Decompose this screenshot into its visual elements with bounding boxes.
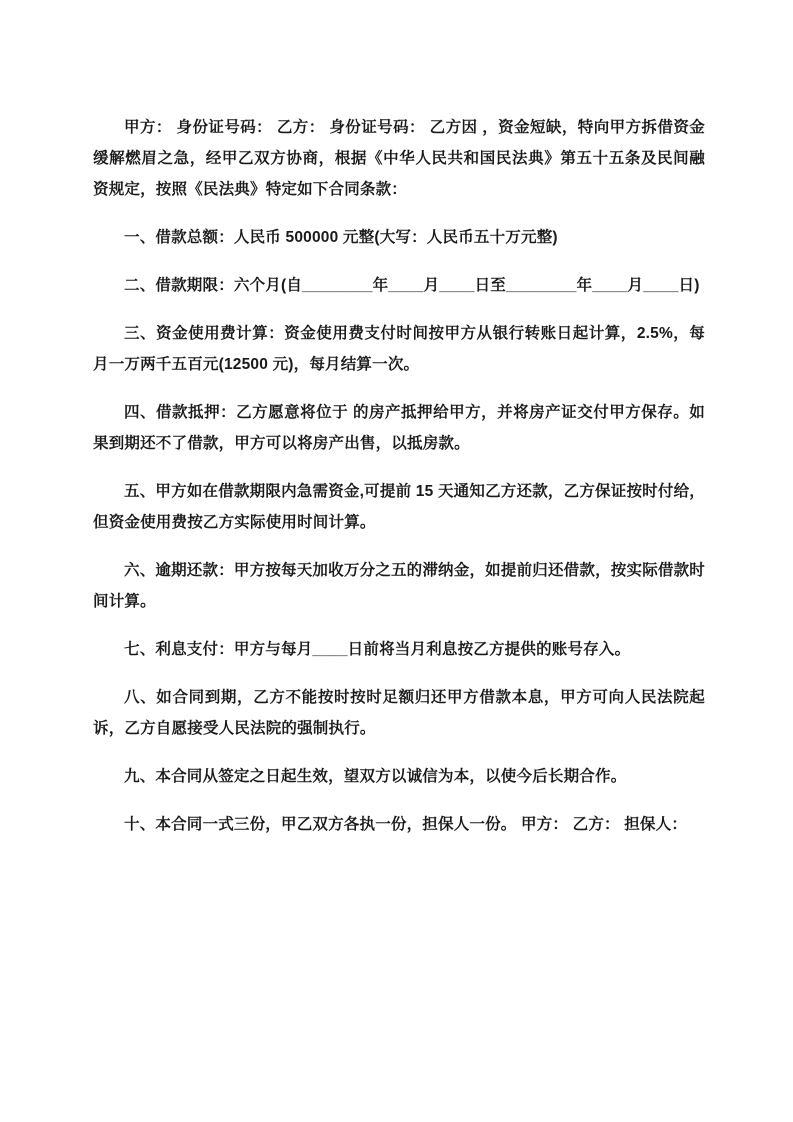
paragraph-clause-9-effect: 九、本合同从签定之日起生效，望双方以诚信为本，以使今后长期合作。 bbox=[124, 768, 627, 785]
paragraph-clause-1-amount: 一、借款总额：人民币 500000 元整(大写：人民币五十万元整) bbox=[124, 229, 558, 246]
paragraph-clause-8-default: 八、如合同到期，乙方不能按时按时足额归还甲方借款本息，甲方可向人民法院起诉，乙方自愿接受人民法院的强制执行。 bbox=[93, 689, 705, 737]
paragraph-clause-10-copies: 十、本合同一式三份，甲乙双方各执一份，担保人一份。 甲方： 乙方： 担保人： bbox=[124, 816, 688, 833]
paragraph-clause-6-overdue: 六、逾期还款：甲方按每天加收万分之五的滞纳金，如提前归还借款，按实际借款时间计算。 bbox=[93, 562, 705, 610]
document-body bbox=[93, 112, 705, 857]
paragraph-clause-4-mortgage: 四、借款抵押：乙方愿意将位于 的房产抵押给甲方，并将房产证交付甲方保存。如果到期还不了借款，甲方可以将房产出售，以抵房款。 bbox=[93, 404, 705, 452]
paragraph-clause-3-fee: 三、资金使用费计算：资金使用费支付时间按甲方从银行转账日起计算，2.5%，每月一万两千五百元(12500 元)，每月结算一次。 bbox=[93, 325, 705, 373]
paragraph-clause-5-early-repay: 五、甲方如在借款期限内急需资金,可提前 15 天通知乙方还款，乙方保证按时付给，但资金使用费按乙方实际使用时间计算。 bbox=[93, 483, 705, 531]
paragraph-parties-intro: 甲方： 身份证号码： 乙方： 身份证号码： 乙方因 ，资金短缺，特向甲方拆借资金缓解燃眉之急，经甲乙双方协商，根据《中华人民共和国民法典》第五十五条及民间融资规定，按照《民法典》特定如下合同条款： bbox=[93, 119, 705, 198]
paragraph-clause-2-term: 二、借款期限：六个月(自________年____月____日至________年____月____日) bbox=[124, 277, 700, 294]
paragraph-clause-7-interest: 七、利息支付：甲方与每月____日前将当月利息按乙方提供的账号存入。 bbox=[124, 641, 631, 658]
